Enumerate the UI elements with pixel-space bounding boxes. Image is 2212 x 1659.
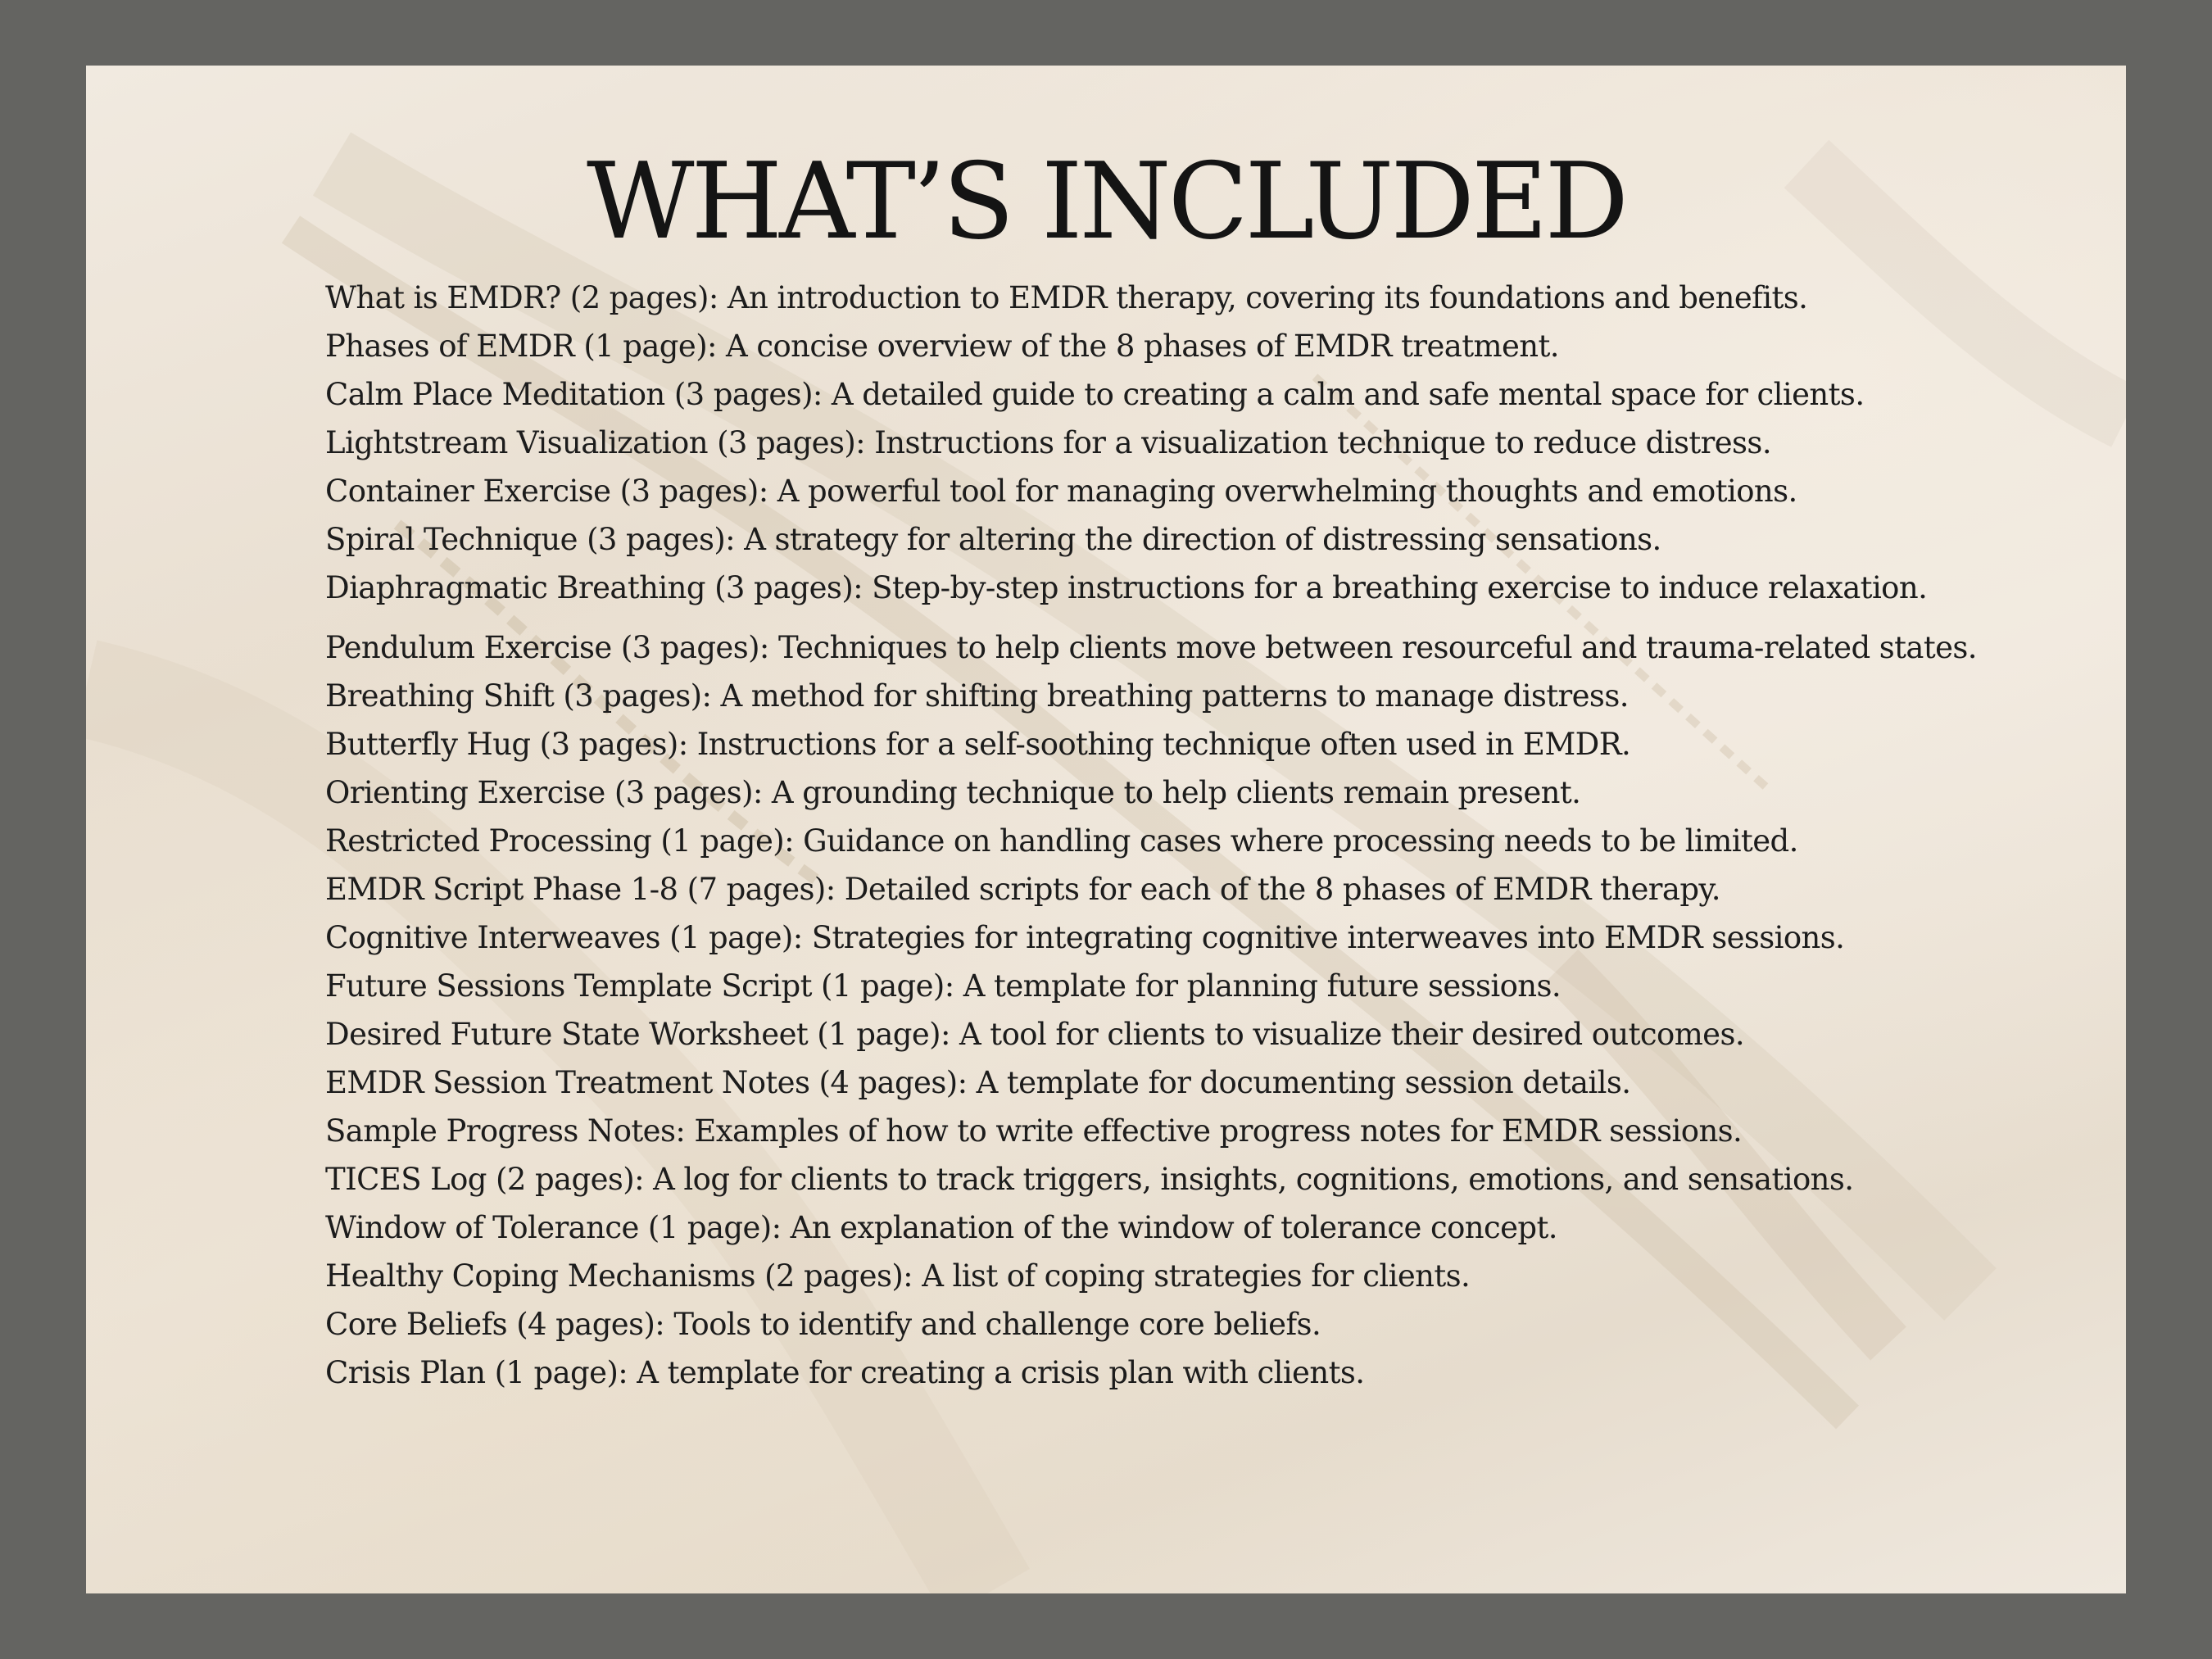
included-item: Orienting Exercise (3 pages): A grounding technique to help clients remain present. [325,775,1581,810]
included-item: Spiral Technique (3 pages): A strategy for altering the direction of distressing sensations. [325,522,1661,557]
included-item: EMDR Script Phase 1-8 (7 pages): Detailed scripts for each of the 8 phases of EMDR therapy. [325,872,1720,907]
included-item: Future Sessions Template Script (1 page): A template for planning future sessions. [325,968,1562,1004]
included-item: Phases of EMDR (1 page): A concise overview of the 8 phases of EMDR treatment. [325,329,1559,364]
included-item: TICES Log (2 pages): A log for clients to track triggers, insights, cognitions, emotions, and sensations. [325,1162,1854,1197]
included-item: Core Beliefs (4 pages): Tools to identify and challenge core beliefs. [325,1307,1321,1342]
included-item: Sample Progress Notes: Examples of how to write effective progress notes for EMDR sessions. [325,1113,1743,1149]
included-item: Window of Tolerance (1 page): An explanation of the window of tolerance concept. [325,1210,1557,1245]
page-title: WHAT’S INCLUDED [586,141,1626,263]
included-item: Container Exercise (3 pages): A powerful tool for managing overwhelming thoughts and emotions. [325,474,1797,509]
included-item: Diaphragmatic Breathing (3 pages): Step-by-step instructions for a breathing exercise to induce relaxation. [325,570,1928,605]
included-item: Desired Future State Worksheet (1 page): A tool for clients to visualize their desired outcomes. [325,1017,1745,1052]
included-items-list [325,274,2062,1397]
included-item: Restricted Processing (1 page): Guidance on handling cases where processing needs to be limited. [325,823,1798,859]
included-item: EMDR Session Treatment Notes (4 pages): A template for documenting session details. [325,1065,1631,1100]
included-item: Breathing Shift (3 pages): A method for shifting breathing patterns to manage distress. [325,678,1629,714]
included-item: Calm Place Meditation (3 pages): A detailed guide to creating a calm and safe mental space for clients. [325,377,1865,412]
included-item: Crisis Plan (1 page): A template for creating a crisis plan with clients. [325,1355,1365,1390]
included-item: What is EMDR? (2 pages): An introduction to EMDR therapy, covering its foundations and benefits. [325,280,1808,315]
included-item: Butterfly Hug (3 pages): Instructions for a self-soothing technique often used in EMDR. [325,727,1631,762]
included-item: Pendulum Exercise (3 pages): Techniques to help clients move between resourceful and trauma-related states. [325,630,1977,665]
included-item: Healthy Coping Mechanisms (2 pages): A list of coping strategies for clients. [325,1258,1471,1294]
included-item: Lightstream Visualization (3 pages): Instructions for a visualization technique to reduce distress. [325,425,1771,460]
marble-content-panel [86,66,2126,1593]
included-item: Cognitive Interweaves (1 page): Strategies for integrating cognitive interweaves into EMDR sessions. [325,920,1845,955]
